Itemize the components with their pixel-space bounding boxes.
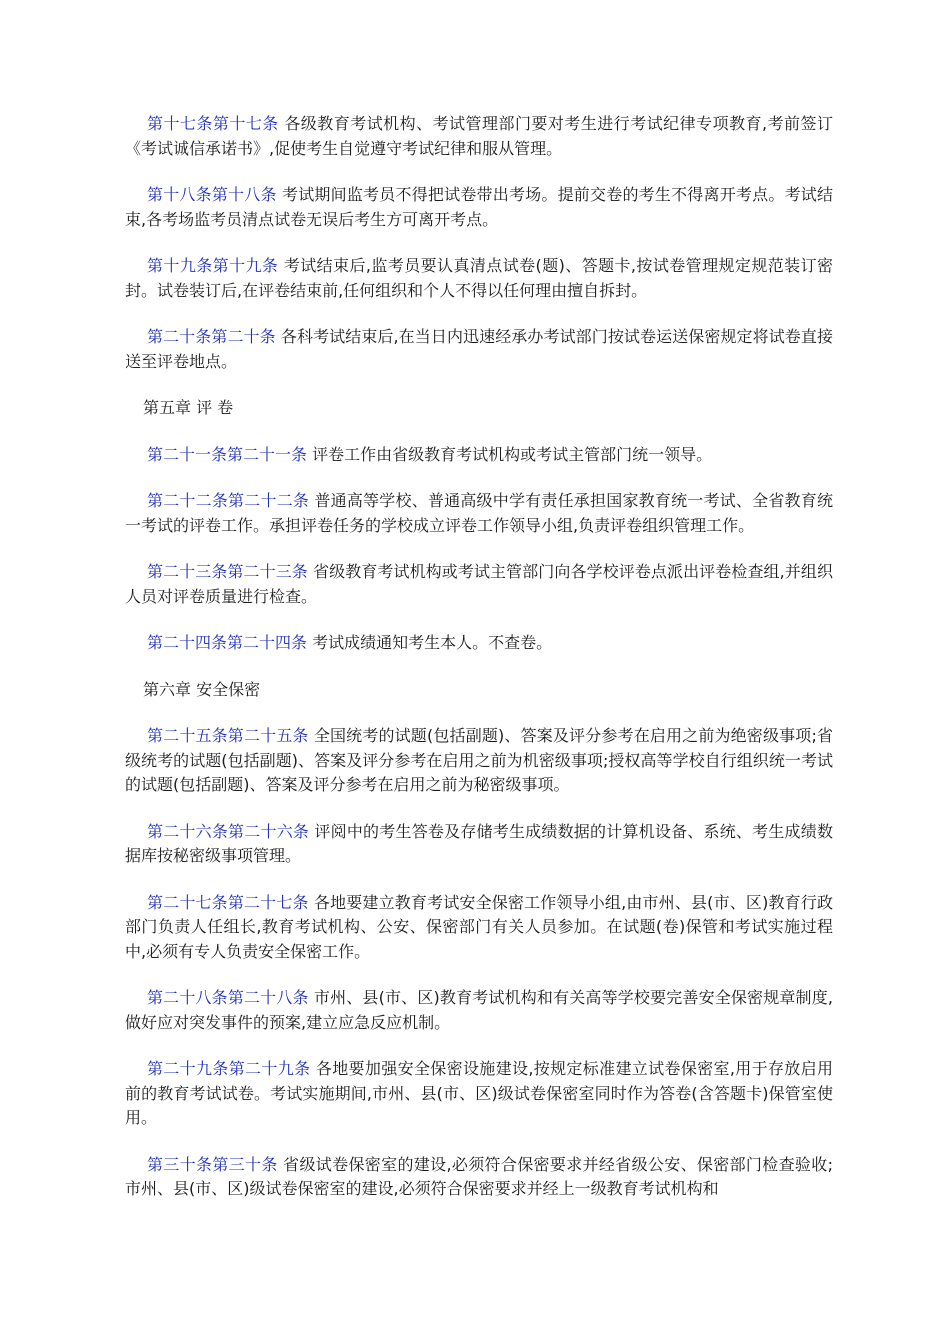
article-22 (125, 489, 833, 538)
article-number[interactable]: 第二十三条第二十三条 (147, 562, 308, 581)
article-26 (125, 820, 833, 869)
article-19 (125, 254, 833, 303)
article-text: 市州、县(市、区)教育考试机构和有关高等学校要完善安全保密规章制度,做好应对突发事件的预案,建立应急反应机制。 (125, 988, 833, 1032)
article-text: 各科考试结束后,在当日内迅速经承办考试部门按试卷运送保密规定将试卷直接送至评卷地点。 (125, 327, 833, 371)
article-20 (125, 325, 833, 374)
article-24 (125, 631, 833, 656)
article-text: 考试结束后,监考员要认真清点试卷(题)、答题卡,按试卷管理规定规范装订密封。试卷装订后,在评卷结束前,任何组织和个人不得以任何理由擅自拆封。 (125, 256, 833, 300)
article-number[interactable]: 第二十八条第二十八条 (147, 988, 309, 1007)
article-number[interactable]: 第十九条第十九条 (147, 256, 279, 275)
article-29 (125, 1057, 833, 1131)
article-text: 全国统考的试题(包括副题)、答案及评分参考在启用之前为绝密级事项;省级统考的试题(包括副题)、答案及评分参考在启用之前为机密级事项;授权高等学校自行组织统一考试的试题(包括副题)、答案及评分参考在启用之前为秘密级事项。 (125, 726, 833, 794)
article-text: 评卷工作由省级教育考试机构或考试主管部门统一领导。 (307, 444, 713, 464)
article-number[interactable]: 第二十二条第二十二条 (147, 491, 310, 510)
article-30 (125, 1153, 833, 1202)
article-number[interactable]: 第二十六条第二十六条 (147, 821, 310, 841)
article-text: 各地要建立教育考试安全保密工作领导小组,由市州、县(市、区)教育行政部门负责人任组长,教育考试机构、公安、保密部门有关人员参加。在试题(卷)保管和考试实施过程中,必须有专人负责安全保密工作。 (125, 892, 833, 961)
article-25 (125, 724, 833, 798)
document-body (125, 112, 833, 1224)
article-number[interactable]: 第二十条第二十条 (147, 327, 276, 346)
article-number[interactable]: 第二十五条第二十五条 (147, 726, 309, 745)
article-text: 普通高等学校、普通高级中学有责任承担国家教育统一考试、全省教育统一考试的评卷工作。承担评卷任务的学校成立评卷工作领导小组,负责评卷组织管理工作。 (125, 491, 833, 535)
article-number[interactable]: 第二十九条第二十九条 (147, 1059, 311, 1078)
article-text: 考试成绩通知考生本人。不查卷。 (307, 633, 553, 652)
article-number[interactable]: 第十七条第十七条 (147, 114, 279, 133)
article-number[interactable]: 第二十四条第二十四条 (147, 633, 308, 652)
article-text: 省级试卷保密室的建设,必须符合保密要求并经省级公安、保密部门检查验收;市州、县(市、区)级试卷保密室的建设,必须符合保密要求并经上一级教育考试机构和 (125, 1154, 833, 1198)
chapter-5-heading: 第五章 评 卷 (143, 398, 234, 417)
article-number[interactable]: 第三十条第三十条 (147, 1154, 278, 1174)
article-27 (125, 891, 833, 965)
article-number[interactable]: 第二十七条第二十七条 (147, 892, 309, 912)
article-text: 各地要加强安全保密设施建设,按规定标准建立试卷保密室,用于存放启用前的教育考试试卷。考试实施期间,市州、县(市、区)级试卷保密室同时作为答卷(含答题卡)保管室使用。 (125, 1059, 833, 1127)
article-text: 省级教育考试机构或考试主管部门向各学校评卷点派出评卷检查组,并组织人员对评卷质量进行检查。 (125, 562, 833, 606)
article-text: 考试期间监考员不得把试卷带出考场。提前交卷的考生不得离开考点。考试结束,各考场监考员清点试卷无误后考生方可离开考点。 (125, 185, 833, 229)
article-text: 各级教育考试机构、考试管理部门要对考生进行考试纪律专项教育,考前签订《考试诚信承诺书》,促使考生自觉遵守考试纪律和服从管理。 (125, 114, 833, 158)
article-number[interactable]: 第二十一条第二十一条 (147, 444, 308, 464)
article-18 (125, 183, 833, 232)
article-28 (125, 986, 833, 1035)
article-number[interactable]: 第十八条第十八条 (147, 185, 277, 204)
article-23 (125, 560, 833, 609)
article-21 (125, 443, 833, 468)
chapter-6-heading: 第六章 安全保密 (143, 679, 261, 699)
article-17 (125, 112, 833, 161)
article-text: 评阅中的考生答卷及存储考生成绩数据的计算机设备、系统、考生成绩数据库按秘密级事项管理。 (125, 821, 833, 865)
